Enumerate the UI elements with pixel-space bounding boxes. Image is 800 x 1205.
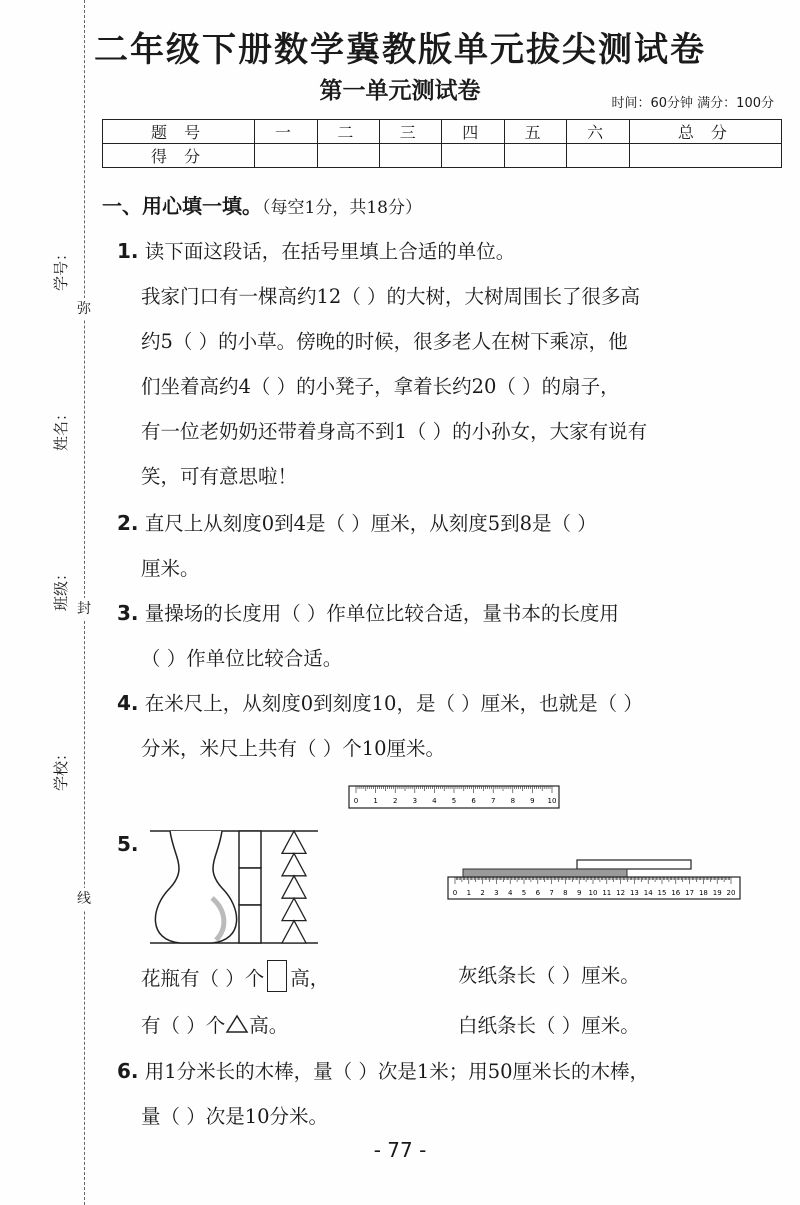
question-3 xyxy=(117,598,619,626)
ruler-tick-label: 8 xyxy=(510,797,516,805)
score-table-cell: 五 xyxy=(504,120,566,144)
school-label: 学校： xyxy=(52,745,71,792)
unit-triangle xyxy=(282,853,306,875)
seal-char-xian: 线 xyxy=(73,888,95,910)
question-4-line: 分米，米尺上共有（ ）个10厘米。 xyxy=(141,737,446,760)
question-1-line: 们坐着高约4（ ）的小凳子，拿着长约20（ ）的扇子， xyxy=(141,375,620,398)
score-table-cell: 得 分 xyxy=(103,144,255,168)
score-input-cell[interactable] xyxy=(380,144,442,168)
ruler-tick-label: 7 xyxy=(549,889,554,897)
section-heading xyxy=(102,190,422,219)
question-number: 6. xyxy=(117,1059,139,1083)
ruler-tick-label: 4 xyxy=(507,889,513,897)
score-table-cell: 三 xyxy=(380,120,442,144)
question-1-line: 我家门口有一棵高约12（ ）的大树，大树周围长了很多高 xyxy=(141,285,641,308)
question-6-line: 用1分米长的木棒，量（ ）次是1米；用50厘米长的木棒， xyxy=(144,1060,650,1083)
ruler-tick-label: 17 xyxy=(685,889,695,897)
question-5-number xyxy=(117,832,139,856)
ruler-tick-label: 9 xyxy=(530,797,535,805)
score-table-header-row xyxy=(103,120,782,144)
ruler-tick-label: 6 xyxy=(535,889,541,897)
square-symbol xyxy=(267,960,287,992)
score-table-score-row xyxy=(103,144,782,168)
question-number: 5. xyxy=(117,832,139,856)
score-table-cell: 总 分 xyxy=(629,120,781,144)
seal-char-feng: 封 xyxy=(73,598,95,620)
score-table-cell: 四 xyxy=(442,120,504,144)
unit-square xyxy=(239,831,261,868)
white-paper-strip xyxy=(577,860,691,869)
strips-ruler-figure xyxy=(447,858,743,904)
triangle-column xyxy=(282,831,306,943)
gray-strip-question: 灰纸条长（ ）厘米。 xyxy=(458,964,640,987)
question-3-line: 量操场的长度用（ ）作单位比较合适，量书本的长度用 xyxy=(144,602,619,625)
vase-squares-text-end: 高， xyxy=(290,967,330,990)
ruler-tick-label: 9 xyxy=(576,889,582,897)
ruler-tick-label: 2 xyxy=(392,797,398,805)
vase-figure xyxy=(150,828,322,948)
score-table xyxy=(102,119,782,168)
score-table-cell: 题 号 xyxy=(103,120,255,144)
section-title: 一、用心填一填。 xyxy=(102,194,262,218)
ruler-tick-label: 5 xyxy=(451,797,457,805)
score-input-cell[interactable] xyxy=(629,144,781,168)
ruler-tick-label: 12 xyxy=(616,889,626,897)
ruler-labels xyxy=(453,889,736,897)
unit-triangle xyxy=(282,876,306,898)
vase-triangles-text: 有（ ）个 xyxy=(141,1014,226,1037)
ruler-tick-label: 10 xyxy=(588,889,598,897)
ruler-tick-label: 3 xyxy=(412,797,418,805)
score-table-cell: 二 xyxy=(317,120,379,144)
score-table-cell: 六 xyxy=(567,120,629,144)
score-input-cell[interactable] xyxy=(255,144,317,168)
seal-char-mi: 弥 xyxy=(73,298,95,320)
vase-triangles-text-end: 高。 xyxy=(249,1014,289,1037)
ruler-tick-label: 2 xyxy=(480,889,485,897)
unit-triangle xyxy=(282,898,306,920)
ruler-tick-label: 7 xyxy=(490,797,496,805)
page-title: 二年级下册数学冀教版单元拔尖测试卷 xyxy=(94,30,706,70)
ruler-ticks xyxy=(455,877,731,884)
question-2 xyxy=(117,508,597,536)
unit-square xyxy=(239,905,261,943)
question-6-line: 量（ ）次是10分米。 xyxy=(141,1105,329,1128)
ruler-tick-label: 13 xyxy=(629,889,639,897)
question-number: 3. xyxy=(117,601,139,625)
class-label: 班级： xyxy=(52,565,71,612)
question-number: 4. xyxy=(117,691,139,715)
question-2-line: 厘米。 xyxy=(141,557,200,580)
question-1-line: 笑，可有意思啦！ xyxy=(141,465,298,488)
student-id-label: 学号： xyxy=(52,245,71,292)
section-note: （每空1分，共18分） xyxy=(262,198,422,218)
question-1-prompt xyxy=(117,236,515,264)
gray-paper-strip xyxy=(463,869,627,877)
question-3-line: （ ）作单位比较合适。 xyxy=(141,647,343,670)
ruler-tick-label: 4 xyxy=(432,797,437,805)
ruler-tick-label: 14 xyxy=(643,889,653,897)
question-number: 2. xyxy=(117,511,139,535)
score-input-cell[interactable] xyxy=(317,144,379,168)
ruler-tick-label: 11 xyxy=(602,889,612,897)
ruler-tick-label: 15 xyxy=(657,889,667,897)
question-text: 读下面这段话，在括号里填上合适的单位。 xyxy=(144,240,516,263)
score-input-cell[interactable] xyxy=(567,144,629,168)
ruler-tick-label: 19 xyxy=(712,889,722,897)
score-input-cell[interactable] xyxy=(442,144,504,168)
unit-triangle xyxy=(282,831,306,853)
question-6 xyxy=(117,1056,649,1084)
ruler-tick-label: 10 xyxy=(547,797,557,805)
time-score-info: 时间：60分钟 满分：100分 xyxy=(611,96,774,111)
question-number: 1. xyxy=(117,239,139,263)
ruler-tick-label: 18 xyxy=(698,889,708,897)
ruler-tick-label: 8 xyxy=(563,889,568,897)
square-column xyxy=(239,831,261,943)
student-name-label: 姓名： xyxy=(52,405,71,452)
unit-square xyxy=(239,868,261,905)
ruler-tick-label: 20 xyxy=(726,889,736,897)
score-input-cell[interactable] xyxy=(504,144,566,168)
ruler-tick-label: 5 xyxy=(521,889,527,897)
question-5-vase-line-1 xyxy=(141,960,329,992)
question-4 xyxy=(117,688,643,716)
question-2-line: 直尺上从刻度0到4是（ ）厘米，从刻度5到8是（ ） xyxy=(144,512,597,535)
small-ruler xyxy=(348,785,560,809)
ruler-tick-label: 0 xyxy=(353,797,359,805)
question-1-line: 约5（ ）的小草。傍晚的时候，很多老人在树下乘凉，他 xyxy=(141,330,628,353)
ruler-tick-label: 3 xyxy=(494,889,499,897)
question-1-line: 有一位老奶奶还带着身高不到1（ ）的小孙女，大家有说有 xyxy=(141,420,648,443)
white-strip-question: 白纸条长（ ）厘米。 xyxy=(458,1014,640,1037)
ruler-tick-label: 1 xyxy=(373,797,378,805)
score-table-cell: 一 xyxy=(255,120,317,144)
ruler-tick-label: 16 xyxy=(671,889,681,897)
page-number: - 77 - xyxy=(373,1138,427,1162)
ruler-tick-label: 6 xyxy=(471,797,476,805)
unit-triangle xyxy=(282,921,306,943)
page-subtitle: 第一单元测试卷 xyxy=(319,77,481,104)
triangle-symbol xyxy=(225,1014,249,1034)
vase-squares-text: 花瓶有（ ）个 xyxy=(141,967,265,990)
ruler-tick-label: 1 xyxy=(466,889,472,897)
ruler-tick-label: 0 xyxy=(452,889,458,897)
question-4-line: 在米尺上，从刻度0到刻度10，是（ ）厘米，也就是（ ） xyxy=(144,692,643,715)
question-5-vase-line-2 xyxy=(141,1010,288,1038)
